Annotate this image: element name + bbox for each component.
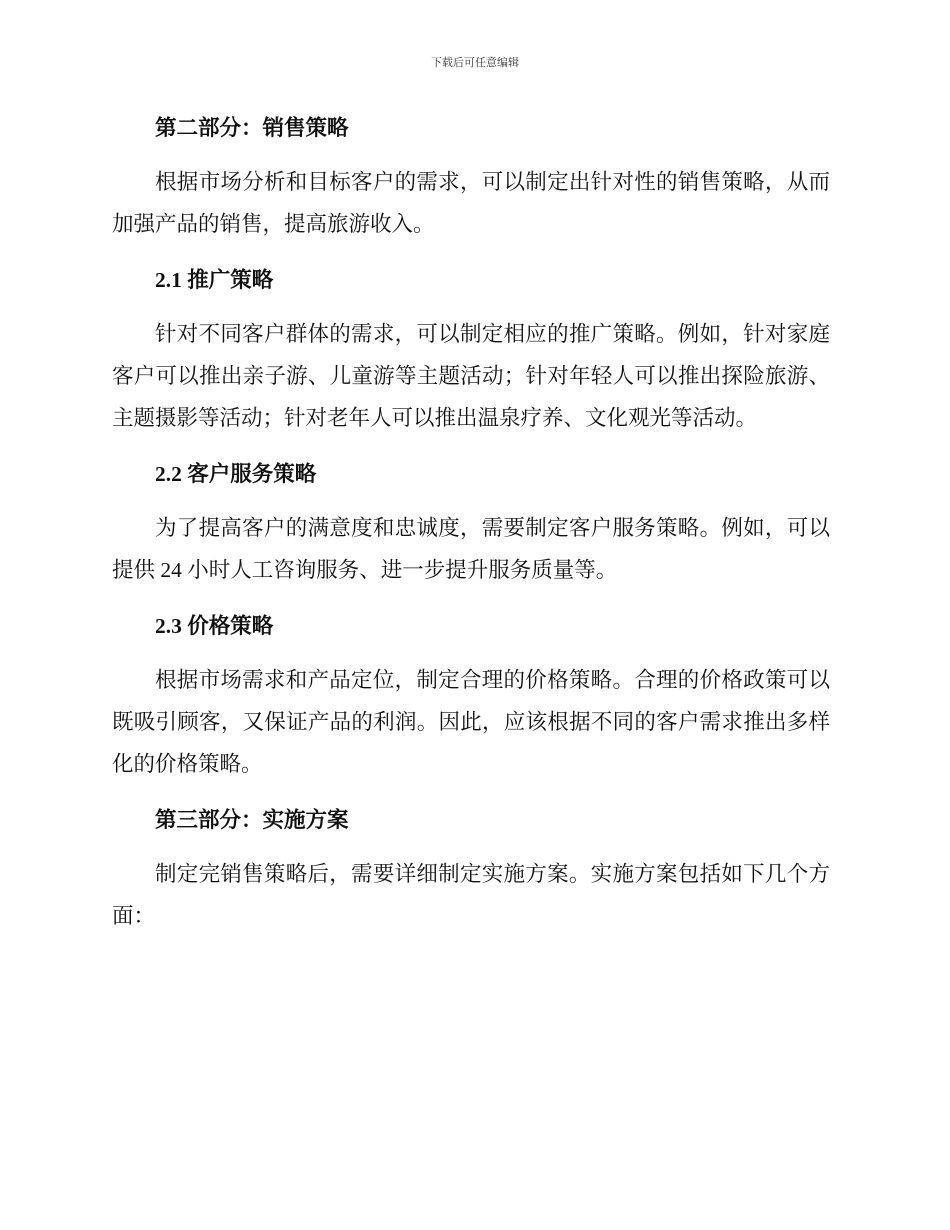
paragraph: 针对不同客户群体的需求，可以制定相应的推广策略。例如，针对家庭客户可以推出亲子游、儿童游等主题活动；针对年轻人可以推出探险旅游、主题摄影等活动；针对老年人可以推出温泉疗养、文化观光等活动。 <box>112 322 830 430</box>
section-heading-2-3: 2.3 价格策略 <box>155 614 274 638</box>
paragraph: 根据市场需求和产品定位，制定合理的价格策略。合理的价格政策可以既吸引顾客，又保证产品的利润。因此，应该根据不同的客户需求推出多样化的价格策略。 <box>112 668 830 776</box>
section-heading-2-2: 2.2 客户服务策略 <box>155 462 317 486</box>
paragraph: 为了提高客户的满意度和忠诚度，需要制定客户服务策略。例如，可以提供 24 小时人工咨询服务、进一步提升服务质量等。 <box>112 516 830 582</box>
paragraph: 根据市场分析和目标客户的需求，可以制定出针对性的销售策略，从而加强产品的销售，提高旅游收入。 <box>112 170 830 236</box>
section-heading-2-1: 2.1 推广策略 <box>155 268 274 292</box>
section-heading-part2: 第二部分：销售策略 <box>155 116 349 140</box>
paragraph: 制定完销售策略后，需要详细制定实施方案。实施方案包括如下几个方面： <box>112 862 830 928</box>
document-body <box>112 107 830 951</box>
page-header: 下载后可任意编辑 <box>431 57 519 69</box>
section-heading-part3: 第三部分：实施方案 <box>155 808 349 832</box>
